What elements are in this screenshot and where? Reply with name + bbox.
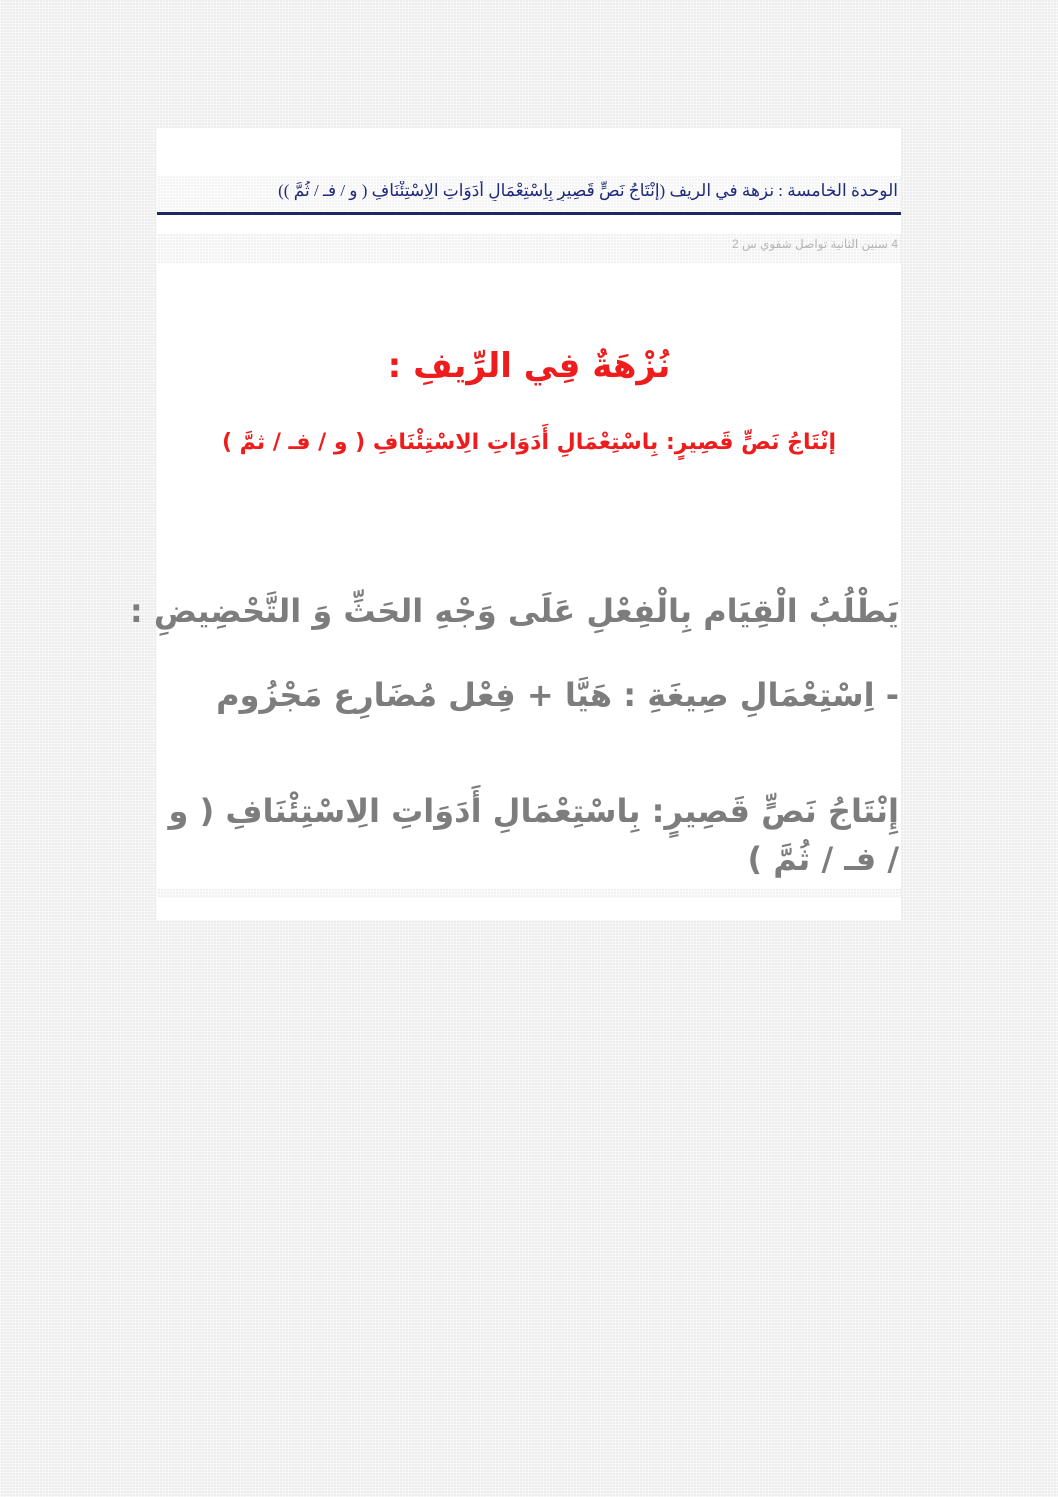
formula-line: - اِسْتِعْمَالِ صِيغَةِ : هَيَّا + فِعْل مُضَارِع مَجْزُوم <box>216 676 899 714</box>
task-line: إِنْتَاجُ نَصٍّ قَصِيرٍ: بِاسْتِعْمَالِ أَدَوَاتِ الِاسْتِئْنَافِ ( و / فـ / ثُمَّ ) <box>168 792 899 878</box>
subheader-label: 4 سنين الثانية تواصل شفوي س 2 <box>732 237 898 251</box>
lesson-subtitle: إنْتَاجُ نَصٍّ قَصِيرٍ: بِاسْتِعْمَالِ أَدَوَاتِ الِاسْتِئْنَافِ ( و / فـ / ثمَّ ) <box>221 430 837 455</box>
document-page <box>129 128 901 920</box>
content-area <box>129 264 901 888</box>
header-divider <box>157 212 901 215</box>
lesson-title: نُزْهَةٌ فِي الرِّيفِ : <box>387 346 671 386</box>
footer-band <box>157 888 901 898</box>
instruction-line: يَطْلُبُ الْقِيَام بِالْفِعْلِ عَلَى وَجْهِ الحَثِّ وَ التَّحْضِيضِ : <box>129 592 899 630</box>
page-header-title: الوحدة الخامسة : نزهة في الريف (إِنْتَاجُ نَصٍّ قَصِيرٍ بِاِسْتِعْمَالِ أَدَوَاتِ الِاِسْتِئْنَافِ ( و / فـ / ثُمَّ )) <box>278 181 898 200</box>
